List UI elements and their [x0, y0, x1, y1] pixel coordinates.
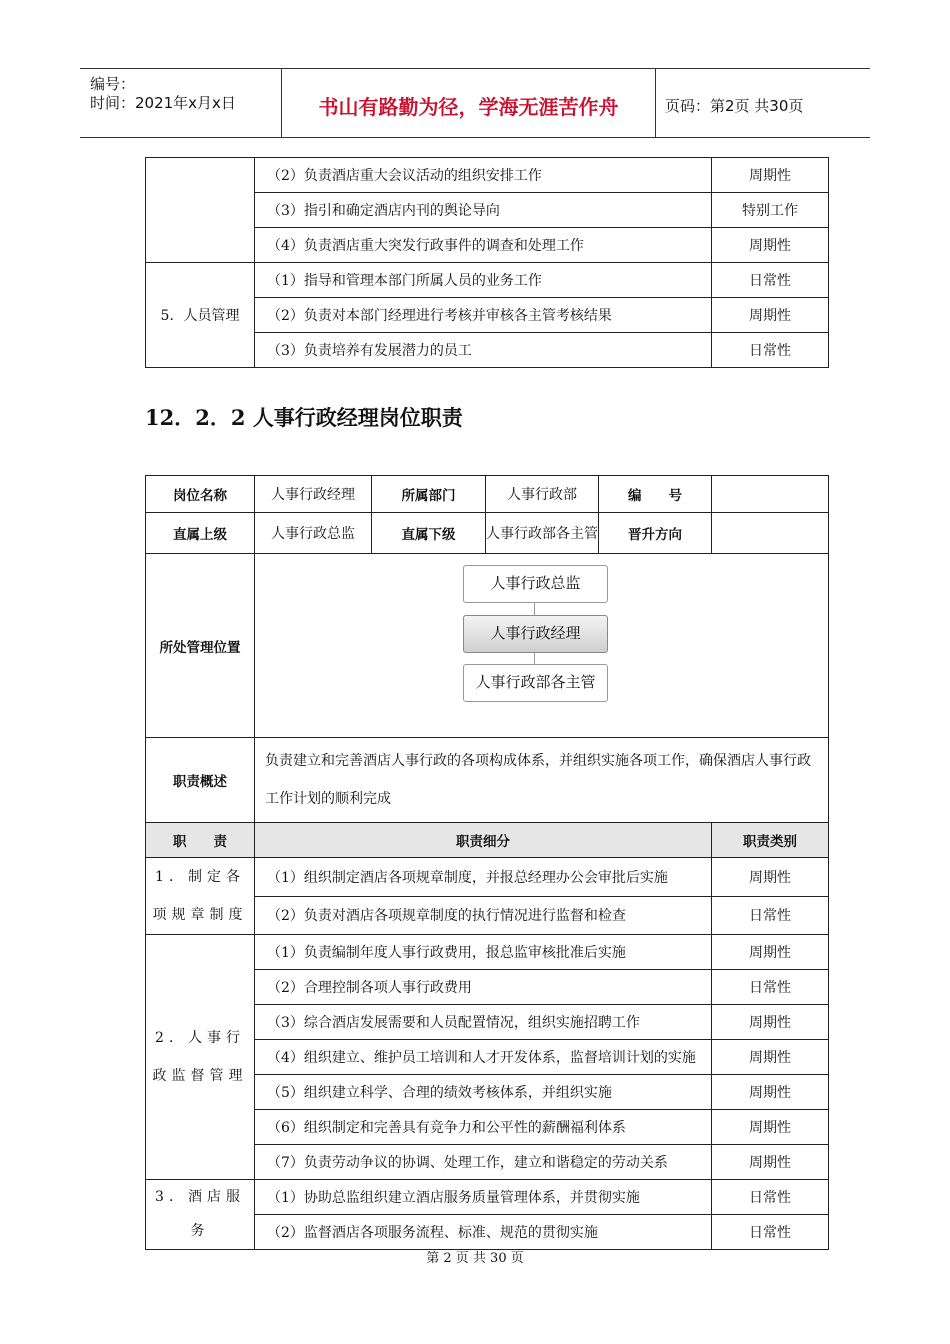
duty-type: 日常性 [712, 970, 829, 1005]
duty-type: 周期性 [712, 935, 829, 970]
org-box-manager: 人事行政经理 [463, 615, 608, 653]
motto: 书山有路勤为径，学海无涯苦作舟 [318, 95, 619, 119]
promotion-label: 晋升方向 [599, 513, 712, 554]
duty-type: 周期性 [712, 158, 829, 193]
section-title: 12．2．2 人事行政经理岗位职责 [145, 405, 463, 430]
promotion-value [712, 513, 829, 554]
duties-header-row [146, 823, 829, 858]
duty-type: 周期性 [712, 1145, 829, 1180]
org-connector [534, 651, 535, 665]
duty-detail: （1）指导和管理本部门所属人员的业务工作 [255, 263, 712, 298]
duty-group-title: 2．人事行政监督管理 [146, 935, 255, 1180]
org-box-supervisors: 人事行政部各主管 [463, 664, 608, 702]
duty-type: 周期性 [712, 858, 829, 897]
duty-detail: （2）负责对本部门经理进行考核并审核各主管考核结果 [255, 298, 712, 333]
duty-type: 特别工作 [712, 193, 829, 228]
code-value [712, 476, 829, 513]
number-label: 编号： [90, 75, 136, 93]
page-footer: 第 2 页 共 30 页 [426, 1251, 524, 1266]
code-label: 编 号 [599, 476, 712, 513]
duty-type: 日常性 [712, 333, 829, 368]
duty-detail: （1）负责编制年度人事行政费用，报总监审核批准后实施 [255, 935, 712, 970]
table-row [146, 935, 829, 970]
page-label: 页码：第2页 共30页 [665, 97, 804, 115]
table-row [146, 158, 829, 193]
duty-type: 周期性 [712, 1040, 829, 1075]
time-label: 时间：2021年x月x日 [90, 94, 236, 112]
table-row [146, 263, 829, 298]
detail-header: 职责细分 [255, 823, 712, 858]
duty-detail: （2）负责酒店重大会议活动的组织安排工作 [255, 158, 712, 193]
org-chart-cell [255, 554, 829, 738]
duty-detail: （1）组织制定酒店各项规章制度，并报总经理办公会审批后实施 [255, 858, 712, 897]
page-header [80, 68, 870, 138]
job-description-table [145, 475, 829, 1250]
duty-detail: （2）监督酒店各项服务流程、标准、规范的贯彻实施 [255, 1215, 712, 1250]
superior-label: 直属上级 [146, 513, 255, 554]
subordinate-value: 人事行政部各主管 [486, 513, 599, 554]
duty-group-title: 1．制定各项规章制度 [146, 858, 255, 935]
duty-detail: （4）组织建立、维护员工培训和人才开发体系，监督培训计划的实施 [255, 1040, 712, 1075]
duty-type: 日常性 [712, 896, 829, 935]
info-row [146, 513, 829, 554]
duty-detail: （5）组织建立科学、合理的绩效考核体系，并组织实施 [255, 1075, 712, 1110]
table-row [146, 858, 829, 897]
duty-detail: （1）协助总监组织建立酒店服务质量管理体系，并贯彻实施 [255, 1180, 712, 1215]
duty-group-title: 3．酒店服务 [146, 1180, 255, 1250]
post-name: 人事行政经理 [255, 476, 372, 513]
org-chart [255, 554, 828, 737]
position-label: 所处管理位置 [146, 554, 255, 738]
duty-detail: （3）综合酒店发展需要和人员配置情况，组织实施招聘工作 [255, 1005, 712, 1040]
duty-detail: （2）负责对酒店各项规章制度的执行情况进行监督和检查 [255, 896, 712, 935]
summary-label: 职责概述 [146, 738, 255, 823]
duty-detail: （3）指引和确定酒店内刊的舆论导向 [255, 193, 712, 228]
subordinate-label: 直属下级 [372, 513, 486, 554]
summary-text: 负责建立和完善酒店人事行政的各项构成体系，并组织实施各项工作，确保酒店人事行政工作计划的顺利完成 [255, 738, 829, 823]
duty-header: 职 责 [146, 823, 255, 858]
org-box-director: 人事行政总监 [463, 565, 608, 603]
duty-type: 日常性 [712, 1180, 829, 1215]
duty-detail: （2）合理控制各项人事行政费用 [255, 970, 712, 1005]
header-motto-cell [281, 69, 656, 137]
duties-table-continued [145, 157, 829, 368]
dept-label: 所属部门 [372, 476, 486, 513]
duty-type: 周期性 [712, 228, 829, 263]
duty-group-title: 5．人员管理 [146, 263, 255, 368]
post-name-label: 岗位名称 [146, 476, 255, 513]
position-row [146, 554, 829, 738]
duty-type: 日常性 [712, 263, 829, 298]
table-row [146, 1180, 829, 1215]
superior-value: 人事行政总监 [255, 513, 372, 554]
duty-type: 周期性 [712, 1005, 829, 1040]
summary-row [146, 738, 829, 823]
header-meta [80, 69, 281, 137]
duty-detail: （6）组织制定和完善具有竞争力和公平性的薪酬福利体系 [255, 1110, 712, 1145]
info-row [146, 476, 829, 513]
duty-type: 日常性 [712, 1215, 829, 1250]
type-header: 职责类别 [712, 823, 829, 858]
duty-type: 周期性 [712, 1110, 829, 1145]
duty-group-cell [146, 158, 255, 263]
header-page-cell [655, 69, 870, 137]
duty-detail: （7）负责劳动争议的协调、处理工作，建立和谐稳定的劳动关系 [255, 1145, 712, 1180]
duty-type: 周期性 [712, 298, 829, 333]
duty-type: 周期性 [712, 1075, 829, 1110]
dept-value: 人事行政部 [486, 476, 599, 513]
duty-detail: （4）负责酒店重大突发行政事件的调查和处理工作 [255, 228, 712, 263]
duty-detail: （3）负责培养有发展潜力的员工 [255, 333, 712, 368]
org-connector [534, 602, 535, 615]
